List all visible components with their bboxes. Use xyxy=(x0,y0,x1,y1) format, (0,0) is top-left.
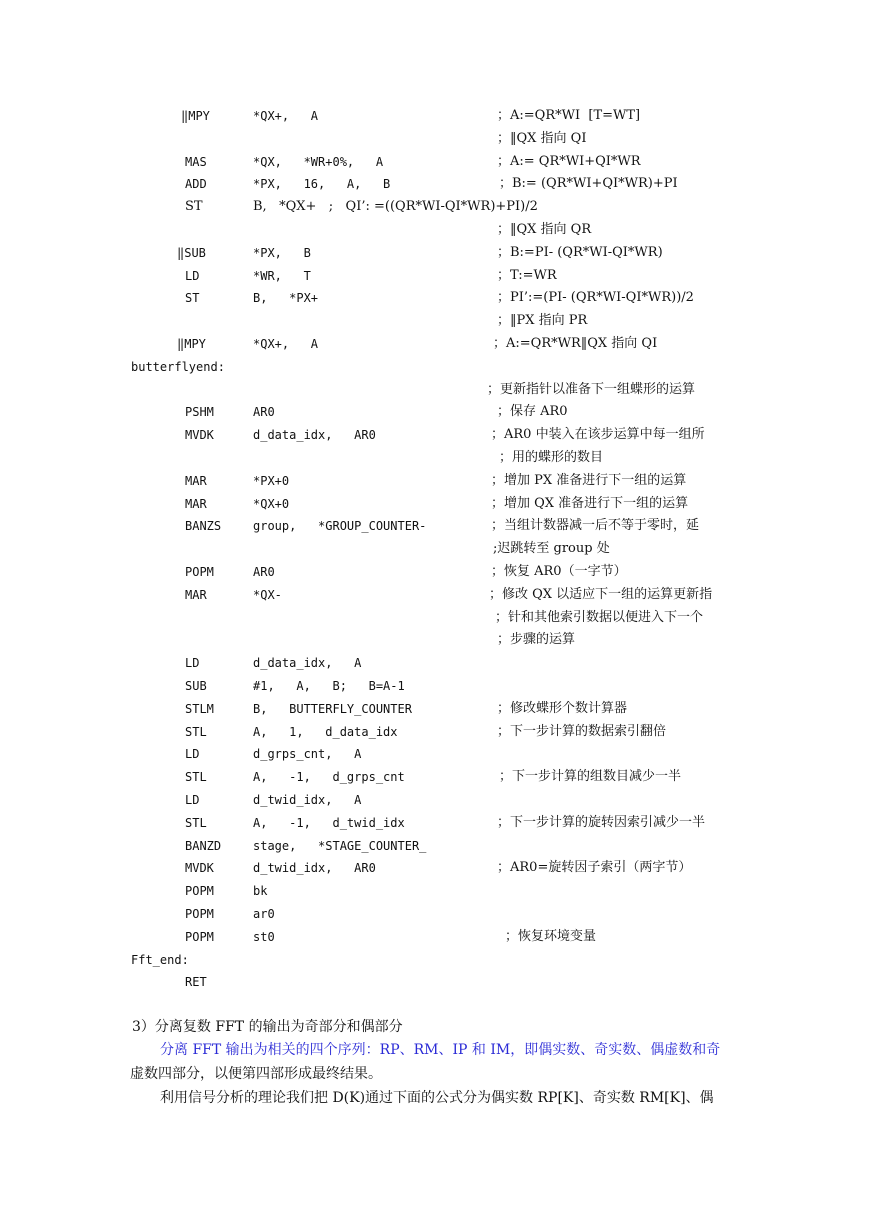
code-operands: d_data_idx, AR0 xyxy=(253,428,376,442)
code-operands: d_twid_idx, AR0 xyxy=(253,861,376,875)
code-comment: ；当组计数器减一后不等于零时，延 xyxy=(491,518,700,533)
code-comment: ；修改 QX 以适应下一组的运算更新指 xyxy=(489,587,713,602)
code-comment: ；AR0 中装入在该步运算中每一组所 xyxy=(491,427,705,442)
code-comment: ；‖QX 指向 QR xyxy=(497,222,592,237)
code-operands: B, *QX+ ; QI’: =((QR*WI-QI*WR)+PI)/2 xyxy=(253,199,538,214)
paragraph-2-line-1: 利用信号分析的理论我们把 D(K)通过下面的公式分为偶实数 RP[K]、奇实数 RM[K]、偶 xyxy=(160,1090,714,1106)
code-comment: ；用的蝶形的数目 xyxy=(499,450,604,465)
code-comment: ；保存 AR0 xyxy=(497,404,568,419)
code-instruction: PSHM xyxy=(185,405,214,419)
code-operands: st0 xyxy=(253,930,275,944)
code-operands: #1, A, B; B=A-1 xyxy=(253,679,405,693)
code-operands: *QX- xyxy=(253,588,282,602)
code-instruction: ST xyxy=(185,291,200,305)
code-comment: ；恢复环境变量 xyxy=(505,929,597,944)
code-instruction: ‖MPY xyxy=(177,337,206,351)
code-instruction: LD xyxy=(185,269,200,283)
code-operands: B, *PX+ xyxy=(253,291,319,305)
code-operands: d_grps_cnt, A xyxy=(253,747,362,761)
code-operands: B, BUTTERFLY_COUNTER xyxy=(253,702,412,716)
code-operands: AR0 xyxy=(253,565,275,579)
code-operands: *PX, 16, A, B xyxy=(253,177,391,191)
section-heading: 3）分离复数 FFT 的输出为奇部分和偶部分 xyxy=(132,1019,403,1035)
code-instruction: STLM xyxy=(185,702,214,716)
code-instruction: ‖SUB xyxy=(177,246,206,260)
code-comment: ；AR0=旋转因子索引（两字节） xyxy=(497,860,692,875)
code-instruction: STL xyxy=(185,770,207,784)
code-comment: ；增加 PX 准备进行下一组的运算 xyxy=(491,473,687,488)
code-comment: ；‖QX 指向 QI xyxy=(497,131,587,146)
code-comment: ；PI’:=(PI- (QR*WI-QI*WR))/2 xyxy=(497,290,694,305)
paragraph-1-line-2: 虚数四部分，以便第四部形成最终结果。 xyxy=(130,1066,382,1082)
code-instruction: RET xyxy=(185,975,207,989)
code-operands: *PX, B xyxy=(253,246,311,260)
code-operands: stage, *STAGE_COUNTER_ xyxy=(253,839,427,853)
code-instruction: LD xyxy=(185,656,200,670)
code-comment: ；修改蝶形个数计算器 xyxy=(497,701,628,716)
code-instruction: MAR xyxy=(185,497,207,511)
code-instruction: MAR xyxy=(185,588,207,602)
code-operands: A, -1, d_twid_idx xyxy=(253,816,405,830)
code-instruction: POPM xyxy=(185,907,214,921)
code-instruction: ST xyxy=(185,199,203,214)
code-comment: ；B:= (QR*WI+QI*WR)+PI xyxy=(499,176,678,191)
code-operands: A, 1, d_data_idx xyxy=(253,725,398,739)
code-comment: ；增加 QX 准备进行下一组的运算 xyxy=(491,496,689,511)
code-instruction: STL xyxy=(185,725,207,739)
code-operands: d_data_idx, A xyxy=(253,656,362,670)
code-comment: ；下一步计算的组数目减少一半 xyxy=(499,769,682,784)
code-instruction: POPM xyxy=(185,565,214,579)
code-operands: *WR, T xyxy=(253,269,311,283)
code-instruction: SUB xyxy=(185,679,207,693)
paragraph-1-line-1: 分离 FFT 输出为相关的四个序列：RP、RM、IP 和 IM，即偶实数、奇实数、偶虚数和奇 xyxy=(160,1042,721,1058)
code-instruction: BANZS xyxy=(185,519,222,533)
code-instruction: LD xyxy=(185,747,200,761)
code-comment: ;迟跳转至 group 处 xyxy=(493,541,610,556)
code-comment: ；针和其他索引数据以便进入下一个 xyxy=(495,610,704,625)
code-instruction: ‖MPY xyxy=(181,109,210,123)
code-comment: ；‖PX 指向 PR xyxy=(497,313,588,328)
code-instruction: MVDK xyxy=(185,861,214,875)
code-instruction: STL xyxy=(185,816,207,830)
code-instruction: POPM xyxy=(185,884,214,898)
code-instruction: ADD xyxy=(185,177,207,191)
code-operands: *PX+0 xyxy=(253,474,290,488)
code-operands: A, -1, d_grps_cnt xyxy=(253,770,405,784)
code-comment: ；A:=QR*WI [T=WT] xyxy=(497,108,641,123)
code-operands: AR0 xyxy=(253,405,275,419)
code-operands: group, *GROUP_COUNTER- xyxy=(253,519,427,533)
code-comment: ；步骤的运算 xyxy=(497,632,576,647)
code-comment: ；恢复 AR0（一字节） xyxy=(491,564,627,579)
code-operands: bk xyxy=(253,884,268,898)
code-instruction: BANZD xyxy=(185,839,222,853)
code-comment: ；A:= QR*WI+QI*WR xyxy=(497,154,641,169)
code-operands: *QX+, A xyxy=(253,337,319,351)
code-instruction: POPM xyxy=(185,930,214,944)
code-operands: ar0 xyxy=(253,907,275,921)
code-comment: ；A:=QR*WR‖QX 指向 QI xyxy=(493,336,658,351)
code-operands: *QX+0 xyxy=(253,497,290,511)
code-instruction: MAS xyxy=(185,155,207,169)
code-comment: ；下一步计算的数据索引翻倍 xyxy=(497,724,667,739)
code-operands: *QX+, A xyxy=(253,109,319,123)
code-comment: ；B:=PI- (QR*WI-QI*WR) xyxy=(497,245,663,260)
code-label: Fft_end: xyxy=(131,953,189,967)
code-comment: ；更新指针以准备下一组蝶形的运算 xyxy=(487,382,696,397)
code-instruction: MAR xyxy=(185,474,207,488)
code-instruction: MVDK xyxy=(185,428,214,442)
code-operands: d_twid_idx, A xyxy=(253,793,362,807)
code-instruction: LD xyxy=(185,793,200,807)
code-label: butterflyend: xyxy=(131,360,225,374)
code-operands: *QX, *WR+0%, A xyxy=(253,155,384,169)
code-comment: ；下一步计算的旋转因索引减少一半 xyxy=(497,815,706,830)
code-comment: ；T:=WR xyxy=(497,268,557,283)
